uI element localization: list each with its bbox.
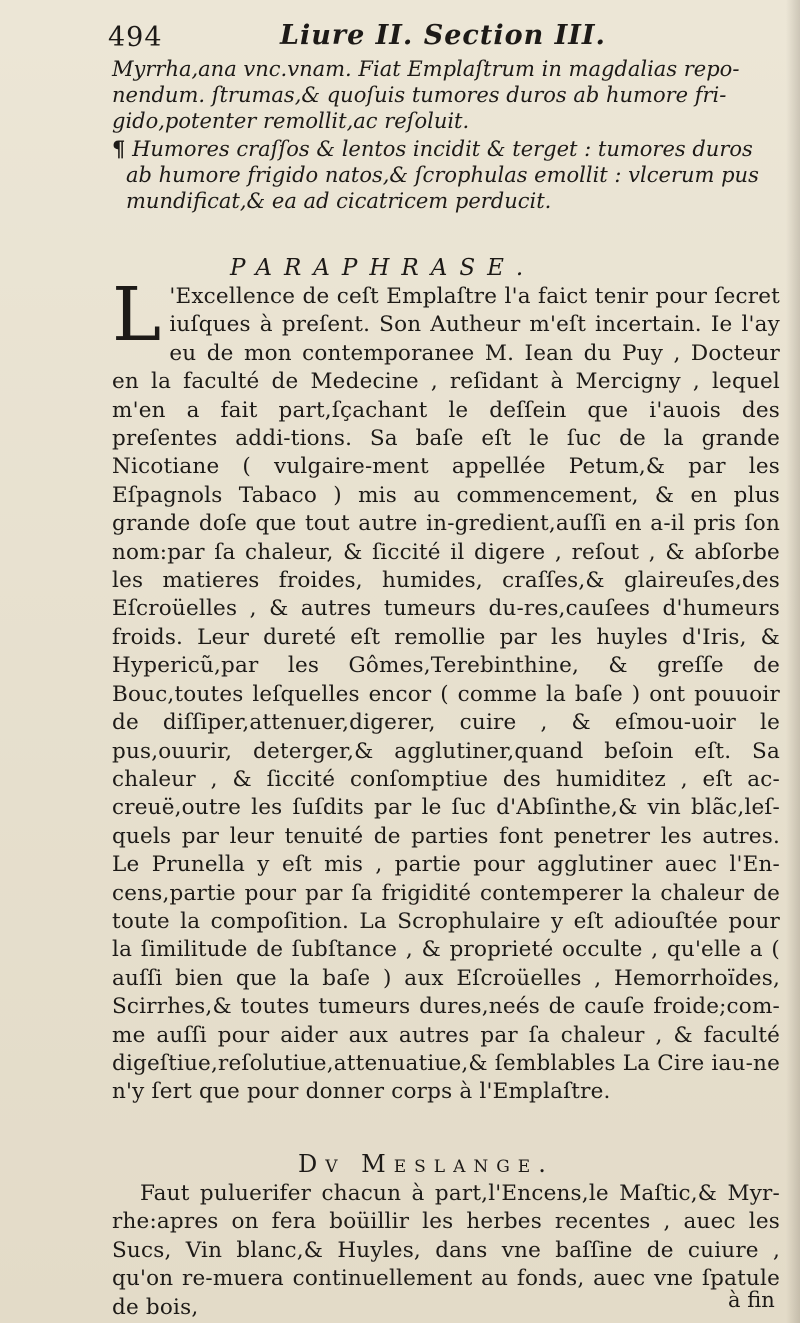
running-head: Liure II. Section III. — [280, 20, 606, 51]
drop-cap: L — [112, 272, 162, 358]
recipe-paragraph-2 — [112, 136, 772, 214]
paraphrase-text — [112, 272, 781, 1107]
page-number: 494 — [108, 22, 163, 53]
section-title: PARAPHRASE. — [230, 255, 536, 281]
recipe-paragraph-1: Myrrha,ana vnc.vnam. Fiat Emplaſtrum in magdalias repo-nendum. ſtrumas,& quoſuis tumores duros ab humore fri-gido,potenter remollit,ac reſoluit. — [112, 57, 740, 133]
meslange-text — [112, 1180, 780, 1322]
recipe-text — [112, 56, 772, 214]
paraphrase-body: 'Excellence de ceſt Emplaſtre l'a faict tenir pour ſecret iuſques à preſent. Son Autheur m'eſt incertain. Ie l'ay eu de mon contemporanee M. Iean du Puy , Docteur en la faculté de Medecine , reſidant à Mercigny , lequel m'en a fait part,ſçachant le deſſein que i'auois des preſentes addi-tions. Sa baſe eſt le ſuc de la grande Nicotiane ( vulgaire-ment appellée Petum,& par les Eſpagnols Tabaco ) mis au commencement, & en plus grande doſe que tout autre in-gredient,auſſi en a-il pris ſon nom:par ſa chaleur, & ſiccité il digere , reſout , & abſorbe les matieres froides, humides, craſſes,& glaireuſes,des Eſcroüelles , & autres tumeurs du-res,cauſees d'humeurs froids. Leur dureté eſt remollie par les huyles d'Iris, & Hypericũ,par les Gômes,Terebinthine, & greſſe de Bouc,toutes leſquelles encor ( comme la baſe ) ont pouuoir de diſſiper,attenuer,digerer, cuire , & eſmou-uoir le pus,ouurir, deterger,& agglutiner,quand beſoin eſt. Sa chaleur , & ſiccité conſomptiue des humiditez , eſt ac-creuë,outre les ſuſdits par le ſuc d'Abſinthe,& vin blãc,leſ-quels par leur tenuité de parties font penetrer les autres. Le Prunella y eſt mis , partie pour agglutiner auec l'En-cens,partie pour par ſa frigidité contemperer la chaleur de toute la compoſition. La Scrophulaire y eſt adiouſtée pour la ſimilitude de ſubſtance , & proprieté occulte , qu'elle a ( auſſi bien que la baſe ) aux Eſcroüelles , Hemorrhoïdes, Scirrhes,& toutes tumeurs dures,neés de cauſe froide;com-me auſſi pour aider aux autres par ſa chaleur , & faculté digeſtiue,reſolutiue,attenuatiue,& ſemblables La Cire iau-ne n'y ſert que pour donner corps à l'Emplaſtre. — [112, 284, 781, 1105]
pilcrow-mark: ¶ — [112, 136, 126, 161]
catchword: à fin — [728, 1288, 775, 1312]
page-header — [108, 14, 768, 54]
recipe-paragraph-2-text: Humores craſſos & lentos incidit & terget : tumores duros ab humore frigido natos,& ſcrophulas emollit : vlcerum pus mundificat,& ea ad cicatricem perducit. — [126, 137, 759, 213]
paraphrase-paragraph — [112, 272, 781, 1107]
page-edge-shadow — [786, 0, 800, 1323]
subsection-title: Dv Meslange. — [298, 1150, 554, 1178]
meslange-paragraph: Faut puluerifer chacun à part,l'Encens,le Maſtic,& Myr-rhe:apres on fera boüillir les herbes recentes , auec les Sucs, Vin blanc,& Huyles, dans vne baſſine de cuiure , qu'on re-muera continuellement au fonds, auec vne ſpatule de bois, — [112, 1181, 780, 1320]
